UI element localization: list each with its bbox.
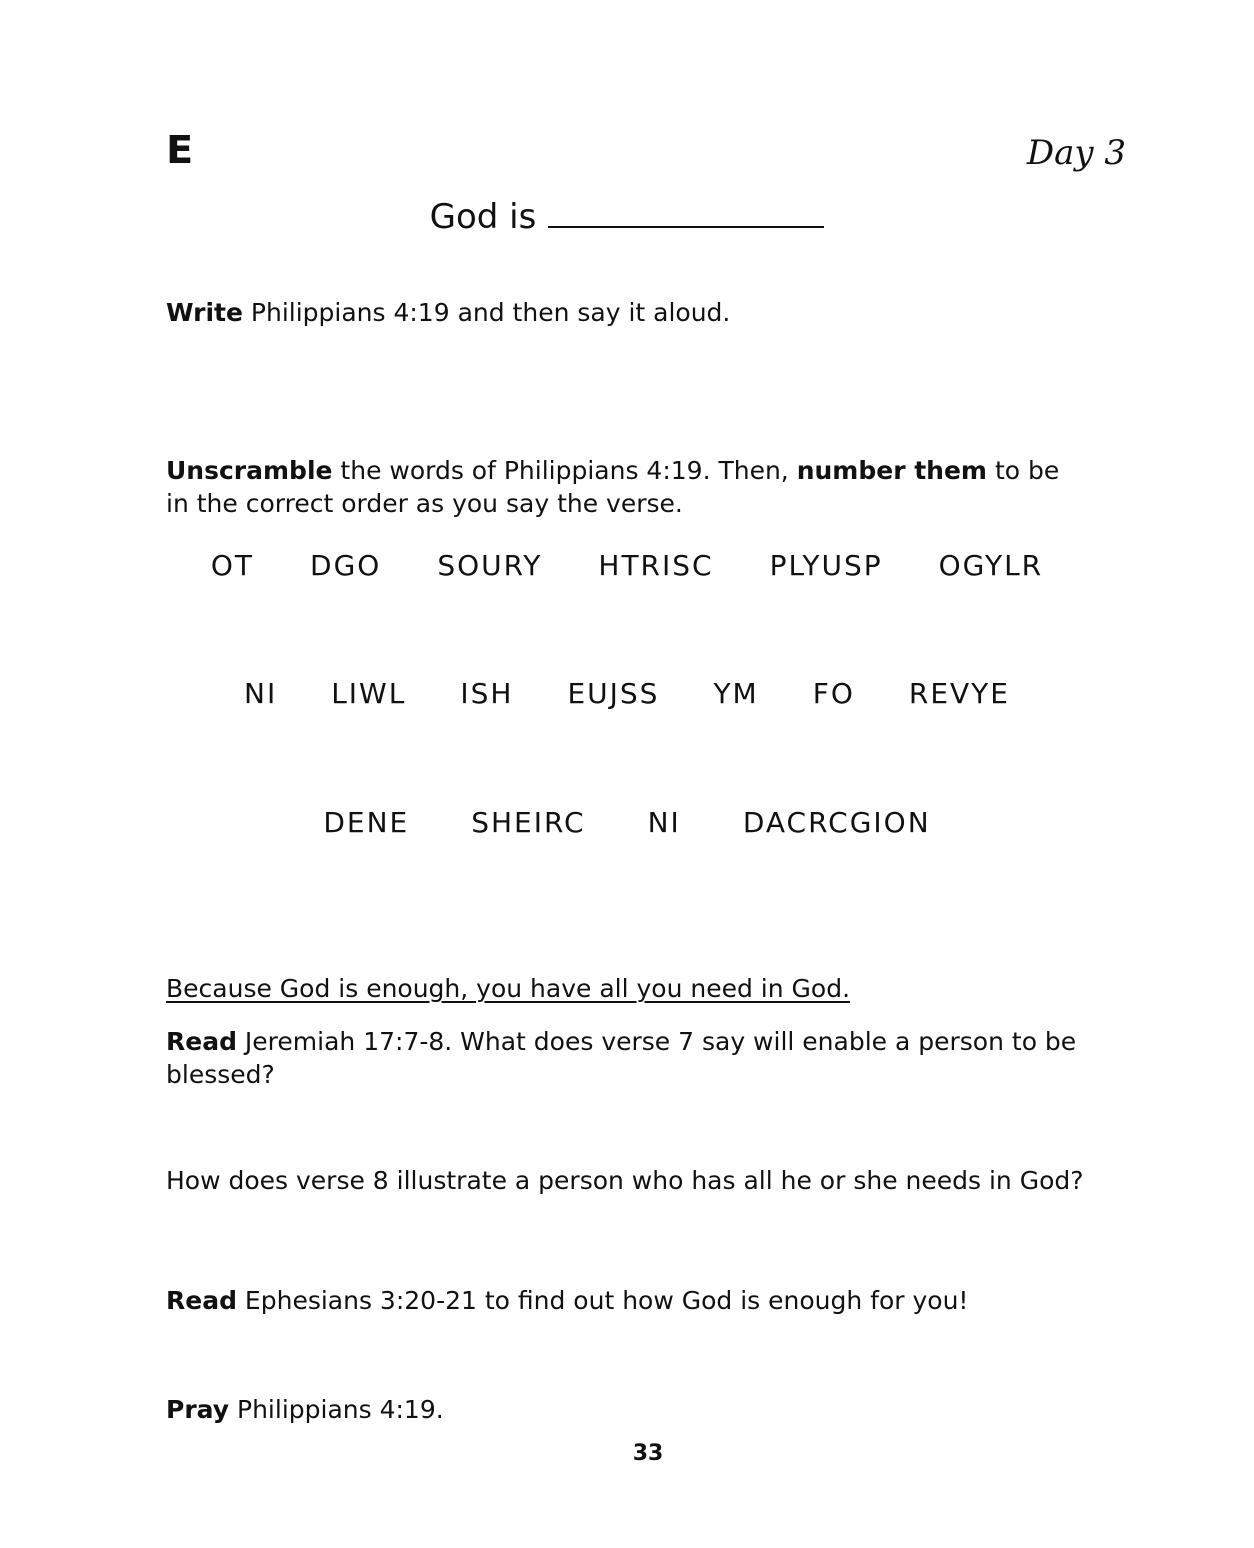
page-number: 33 bbox=[632, 1441, 664, 1466]
scrambled-word: LIWL bbox=[331, 677, 407, 710]
read-bold: Read bbox=[166, 1027, 237, 1056]
section-letter: E bbox=[166, 128, 195, 172]
scrambled-word: REVYE bbox=[908, 677, 1010, 710]
unscramble-text1: the words of Philippians 4:19. Then, bbox=[332, 456, 797, 485]
unscramble-instruction bbox=[166, 454, 1086, 520]
verse8-question: How does verse 8 illustrate a person who has all he or she needs in God? bbox=[166, 1166, 1084, 1195]
scrambled-word: NI bbox=[244, 677, 278, 710]
day-label: Day 3 bbox=[1026, 133, 1126, 173]
scrambled-word: DGO bbox=[310, 549, 382, 582]
scrambled-word: OGYLR bbox=[938, 549, 1044, 582]
read-jeremiah bbox=[166, 1025, 1086, 1091]
pray-bold: Pray bbox=[166, 1395, 230, 1424]
scrambled-word: DACRCGION bbox=[742, 806, 931, 839]
write-bold: Write bbox=[166, 298, 243, 327]
read-ephesians bbox=[166, 1284, 1086, 1317]
scrambled-word: OT bbox=[210, 549, 255, 582]
scrambled-word: EUJSS bbox=[567, 677, 660, 710]
scrambled-word: DENE bbox=[323, 806, 410, 839]
write-text: Philippians 4:19 and then say it aloud. bbox=[242, 298, 731, 327]
read-jeremiah-text: Jeremiah 17:7-8. What does verse 7 say will enable a person to be blessed? bbox=[166, 1027, 1077, 1089]
read-ephesians-text: Ephesians 3:20-21 to find out how God is enough for you! bbox=[236, 1286, 969, 1315]
pray-text: Philippians 4:19. bbox=[229, 1395, 444, 1424]
scrambled-word: ISH bbox=[460, 677, 514, 710]
write-instruction bbox=[166, 296, 1086, 329]
scrambled-word: YM bbox=[713, 677, 759, 710]
scrambled-row-1 bbox=[0, 548, 1254, 584]
page-title bbox=[0, 194, 1254, 240]
title-prefix: God is bbox=[429, 197, 537, 237]
read-bold: Read bbox=[166, 1286, 237, 1315]
scrambled-word: PLYUSP bbox=[769, 549, 883, 582]
scrambled-word: SHEIRC bbox=[471, 806, 586, 839]
scrambled-row-2 bbox=[0, 676, 1254, 712]
scrambled-word: SOURY bbox=[437, 549, 543, 582]
key-statement: Because God is enough, you have all you need in God. bbox=[166, 974, 851, 1003]
title-blank-line[interactable] bbox=[548, 196, 824, 228]
pray-instruction bbox=[166, 1393, 1086, 1426]
scrambled-word: FO bbox=[812, 677, 855, 710]
scrambled-row-3 bbox=[0, 805, 1254, 841]
unscramble-bold: Unscramble bbox=[166, 456, 333, 485]
unscramble-text2: to be in the correct order as you say the verse. bbox=[166, 456, 1060, 518]
number-them-bold: number them bbox=[796, 456, 987, 485]
scrambled-word: NI bbox=[647, 806, 681, 839]
scrambled-word: HTRISC bbox=[598, 549, 714, 582]
